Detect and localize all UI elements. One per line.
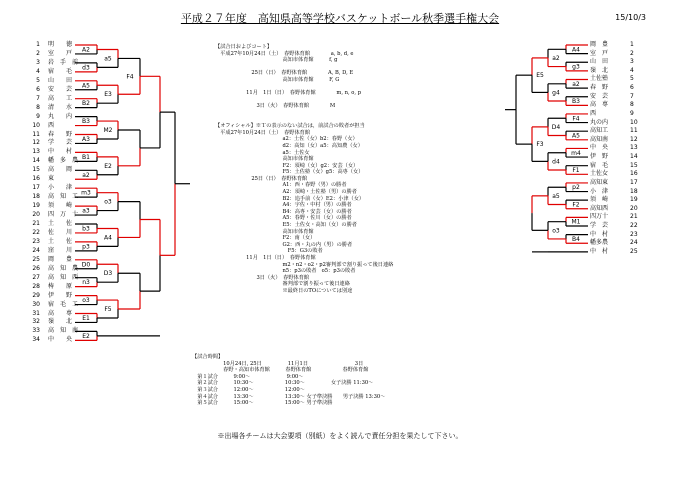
left-team-number: 4 <box>36 67 40 75</box>
right-team-name: 土佐女 <box>590 170 609 178</box>
left-team-number: 24 <box>32 246 40 254</box>
match-code-label: a3 <box>82 207 90 215</box>
right-team-name: 春 野 <box>590 84 609 92</box>
right-team-name: 西 <box>590 109 597 117</box>
left-team-number: 12 <box>32 139 40 147</box>
left-team-name: 四 万 十 <box>48 211 79 219</box>
match-code-label: D4 <box>551 123 561 131</box>
match-code-label: d4 <box>552 158 560 166</box>
left-team-number: 34 <box>32 336 40 344</box>
right-team-number: 3 <box>630 58 634 66</box>
left-team-number: 23 <box>32 237 40 245</box>
right-team-name: 小 津 <box>590 187 609 195</box>
right-team-number: 16 <box>630 170 638 178</box>
match-code-label: m4 <box>571 149 581 157</box>
match-code-label: g4 <box>552 89 560 97</box>
left-team-number: 11 <box>32 130 40 138</box>
left-team-name: 高 知 南 <box>48 327 79 335</box>
right-team-number: 8 <box>630 101 634 109</box>
document-date: 15/10/3 <box>615 13 646 22</box>
match-code-label: B2 <box>82 100 90 108</box>
left-team-number: 32 <box>32 318 40 326</box>
left-team-number: 31 <box>32 309 40 317</box>
right-team-number: 15 <box>630 161 638 169</box>
right-team-number: 24 <box>630 239 638 247</box>
right-team-number: 9 <box>630 109 634 117</box>
left-team-name: 東 <box>48 175 55 183</box>
right-team-name: 中 村 <box>590 247 609 255</box>
right-team-number: 25 <box>630 247 638 255</box>
match-code-label: a2 <box>552 54 560 62</box>
match-code-label: A5 <box>82 82 90 90</box>
right-team-number: 18 <box>630 187 638 195</box>
left-team-name: 高 知 西 <box>48 273 79 281</box>
left-team-name: 小 津 <box>48 184 73 192</box>
left-team-number: 30 <box>32 300 40 308</box>
right-team-name: 丸の内 <box>590 118 609 126</box>
left-team-number: 33 <box>32 327 40 335</box>
match-code-label: p3 <box>82 243 90 251</box>
right-team-number: 5 <box>630 75 634 83</box>
match-code-label: F3 <box>536 141 544 149</box>
match-code-label: E2 <box>82 332 90 340</box>
left-team-number: 5 <box>36 76 40 84</box>
right-team-name: 四万十 <box>590 213 609 221</box>
right-team-name: 学 芸 <box>590 222 609 230</box>
left-team-number: 10 <box>32 121 40 129</box>
right-team-number: 6 <box>630 84 634 92</box>
right-team-name: 高知東 <box>590 178 609 186</box>
left-team-name: 須 崎 <box>48 202 73 210</box>
right-team-number: 12 <box>630 135 638 143</box>
right-team-name: 伊 野 <box>590 153 609 161</box>
footer-note: ※出場各チームは大会要項（別紙）をよく読んで責任分担を果たして下さい。 <box>217 432 463 440</box>
right-team-number: 10 <box>630 118 638 126</box>
left-team-number: 14 <box>32 157 40 165</box>
left-team-name: 明 徳 <box>48 41 73 48</box>
left-team-number: 7 <box>36 94 40 102</box>
match-code-label: E3 <box>104 91 112 99</box>
left-team-name: 高 知 農 <box>48 264 79 272</box>
left-team-number: 16 <box>32 175 40 183</box>
match-code-label: a5 <box>104 55 112 63</box>
match-code-label: M1 <box>571 218 581 226</box>
left-team-name: 室 戸 <box>48 49 73 57</box>
left-team-name: 佐 川 <box>48 228 73 236</box>
match-code-label: A3 <box>82 135 90 143</box>
match-code-label: a2 <box>572 80 580 88</box>
match-code-label: o3 <box>82 297 90 305</box>
left-team-number: 19 <box>32 202 40 210</box>
right-team-name: 土佐塾 <box>590 75 609 83</box>
match-code-label: D0 <box>81 261 91 269</box>
left-team-name: 高 岡 <box>48 166 73 174</box>
left-team-name: 中 央 <box>48 336 73 344</box>
left-team-name: 中 村 <box>48 148 73 156</box>
left-team-name: 春 野 <box>48 130 73 138</box>
left-team-number: 21 <box>32 220 40 227</box>
right-team-name: 高知南 <box>590 135 609 143</box>
right-team-number: 23 <box>630 230 638 238</box>
match-code-label: B3 <box>82 118 90 126</box>
match-code-label: d3 <box>82 64 90 72</box>
right-team-number: 4 <box>630 66 634 74</box>
right-team-number: 7 <box>630 92 634 100</box>
left-team-name: 岡 豊 <box>48 255 73 263</box>
right-team-number: 2 <box>630 49 634 57</box>
match-code-label: a5 <box>552 192 560 200</box>
match-code-label: p2 <box>572 184 580 192</box>
left-team-number: 3 <box>36 58 40 66</box>
left-team-name: 清 水 <box>48 103 73 111</box>
match-code-label: B4 <box>572 235 580 243</box>
match-time-schedule: 【試合時間】 10月24日, 25日 11月1日 3日 春野・高知市体育館 春野体育館 春野体育館 第１試合 9:00～ 9:00～ 第２試合 10:30～ 10:30～ 女子決勝 11:30～ 第３試合 12:00～ 12:00～ 第４試合 13:30～ 13:30～ 女子準決勝 男子決勝 13:30～ 第５試合 15:00～ 15:00～ 男子準決勝 <box>192 354 386 407</box>
right-team-number: 11 <box>630 127 638 135</box>
right-team-name: 宿 毛 <box>590 161 609 169</box>
right-team-name: 高知工 <box>590 127 609 135</box>
left-team-name: 伊 野 <box>48 291 73 299</box>
right-team-name: 高 専 <box>590 101 609 109</box>
match-code-label: A4 <box>104 234 112 242</box>
left-team-name: 土 佐 <box>48 237 73 245</box>
right-team-number: 19 <box>630 196 638 204</box>
match-code-label: F5 <box>104 306 112 314</box>
left-team-name: 宿 毛 <box>48 67 73 75</box>
left-team-number: 2 <box>36 49 40 57</box>
left-team-number: 26 <box>32 264 40 272</box>
right-team-name: 中 央 <box>590 144 609 152</box>
left-team-number: 6 <box>36 85 40 93</box>
match-code-label: M2 <box>103 127 113 135</box>
left-team-name: 山 田 <box>48 76 73 84</box>
right-team-number: 1 <box>630 41 634 48</box>
match-code-label: o3 <box>104 198 112 206</box>
match-code-label: E1 <box>82 314 90 322</box>
left-team-number: 27 <box>32 273 40 281</box>
match-code-label: B1 <box>82 153 90 161</box>
match-code-label: F1 <box>572 166 580 174</box>
left-team-name: 西 <box>48 121 55 129</box>
match-code-label: g3 <box>572 63 580 71</box>
right-team-name: 嶺 北 <box>590 66 609 74</box>
left-team-name: 高 知 工 <box>48 193 79 201</box>
right-team-number: 22 <box>630 222 638 230</box>
right-team-name: 室 戸 <box>590 49 609 57</box>
left-team-number: 28 <box>32 282 40 290</box>
match-code-label: F4 <box>126 73 134 81</box>
right-team-name: 山 田 <box>590 58 609 66</box>
left-team-name: 梼 原 <box>48 282 73 290</box>
left-team-name: 高 専 <box>48 309 73 317</box>
venue-and-officials-info: 【試合日およびコート】 平成27年10月24日（土） 春野体育館 a, b, d, e 高知市体育館 f, g 25日（日） 春野体育館 A, B, D, E 高知市体育館 F, G 11月 1日（日） 春野体育館 m, n, o, p 3日（火） 春野体育館 M 【オフィシャル】※Ｔの表示のない試合は，前試合の敗者が担当 平成27年10月24日（土） 春野体育館 a2：土佐（女）b2：春野（女） d2：高知（女）a5：高知農（女） a5：土佐女 高知市体育館 F2：須崎（女）g2：安芸（女） F5：土佐塾（女）g5：高専（女） 25日（日） 春野体育館 A1：西・春野（男）の勝者 A2：須崎・土佐塾（男）の勝者 B2：追手前（女）E2：小津（女） A4：宇佐・中村（男）の勝者 B4：高専・安芸（女）の勝者 A5：春野・佐川（女）の勝者 E5：土佐女・高知（女）の勝者 高知市体育館 F2：南（女） G2：西・丸の内（男）の勝者 F5：G3の敗者 11月 1日（日） 春野体育館 m2・n2・o2・p2審判部で割り振って後日連絡 n5：p3の敗者 o5：p3の敗者 3日（火） 春野体育館 審判部で割り振って後日連絡 ※最終日のTOについては別途 <box>215 44 394 294</box>
right-team-number: 21 <box>630 213 638 221</box>
match-code-label: F2 <box>572 201 580 209</box>
left-team-number: 17 <box>32 184 40 192</box>
left-team-number: 8 <box>36 103 40 111</box>
match-code-label: F4 <box>572 115 580 123</box>
right-team-name: 高知西 <box>590 204 609 212</box>
left-team-name: 宿 毛 工 <box>48 300 79 308</box>
match-code-label: A4 <box>572 46 580 54</box>
right-team-number: 14 <box>630 153 638 161</box>
right-team-name: 幡多農 <box>590 239 609 247</box>
left-team-number: 13 <box>32 148 40 156</box>
right-team-number: 13 <box>630 144 638 152</box>
left-team-number: 18 <box>32 193 40 201</box>
left-team-name: 安 芸 <box>48 85 73 93</box>
right-team-number: 20 <box>630 204 638 212</box>
left-team-name: 幡 多 農 <box>48 157 79 165</box>
left-team-number: 25 <box>32 255 40 263</box>
left-team-number: 20 <box>32 211 40 219</box>
right-team-name: 岡 豊 <box>590 41 609 48</box>
left-team-number: 29 <box>32 291 40 299</box>
page-title: 平成２７年度 高知県高等学校バスケットボール秋季選手権大会 <box>180 12 500 25</box>
match-code-label: m3 <box>81 189 91 197</box>
left-team-name: 土 佐 <box>48 220 73 227</box>
match-code-label: D3 <box>103 270 113 278</box>
left-team-name: 窪 川 <box>48 246 73 254</box>
left-team-name: 学 芸 <box>48 139 73 147</box>
left-team-name: 丸 内 <box>48 112 73 120</box>
left-team-number: 1 <box>36 41 40 48</box>
match-code-label: A2 <box>82 46 90 54</box>
left-team-number: 22 <box>32 228 40 236</box>
left-team-number: 9 <box>36 112 40 120</box>
left-team-name: 高 工 <box>48 94 73 102</box>
match-code-label: a2 <box>82 171 90 179</box>
match-code-label: n3 <box>82 279 90 287</box>
match-code-label: b3 <box>82 225 90 233</box>
right-team-name: 安 芸 <box>590 92 609 100</box>
left-team-number: 15 <box>32 166 40 174</box>
right-team-name: 中 村 <box>590 230 609 238</box>
right-team-number: 17 <box>630 178 638 186</box>
match-code-label: A5 <box>572 132 580 140</box>
match-code-label: E5 <box>536 72 544 80</box>
left-team-name: 嶺 北 <box>48 318 73 326</box>
left-team-name: 岩 手 前 <box>48 58 79 66</box>
right-team-name: 須 崎 <box>590 196 609 204</box>
match-code-label: o3 <box>552 227 560 235</box>
match-code-label: E2 <box>104 162 112 170</box>
match-code-label: B3 <box>572 98 580 106</box>
